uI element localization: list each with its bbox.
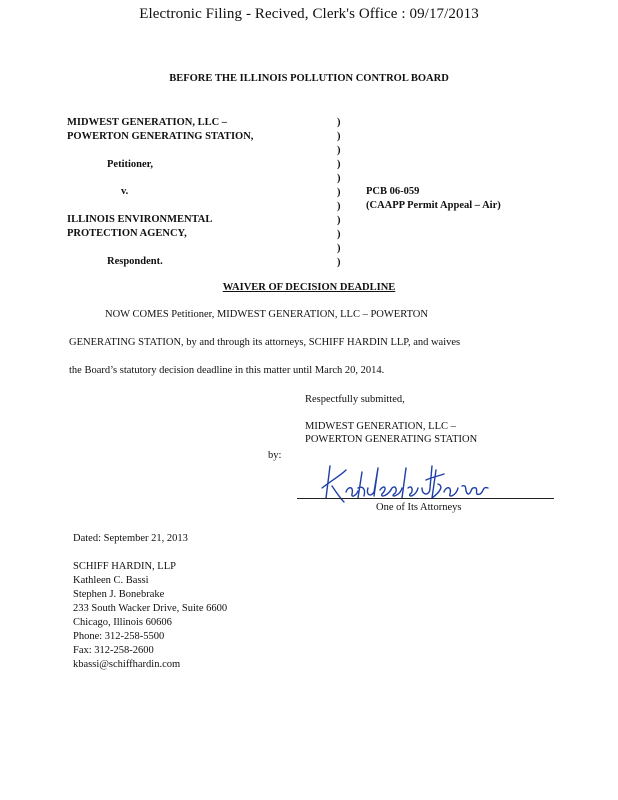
document-title-text: WAIVER OF DECISION DEADLINE [222, 282, 396, 293]
versus-label: v. [121, 186, 129, 197]
fax-number: Fax: 312-258-2600 [73, 645, 154, 656]
signatory-party-line1: MIDWEST GENERATION, LLC – [305, 421, 456, 432]
signature-line [297, 498, 554, 499]
firm-name: SCHIFF HARDIN, LLP [73, 561, 176, 572]
petitioner-name-line2: POWERTON GENERATING STATION, [67, 131, 254, 142]
petitioner-role: Petitioner, [107, 159, 153, 170]
body-line-2: GENERATING STATION, by and through its attorneys, SCHIFF HARDIN LLP, and waives [69, 337, 461, 348]
petitioner-name-line1: MIDWEST GENERATION, LLC – [67, 117, 228, 128]
body-line-1: NOW COMES Petitioner, MIDWEST GENERATION, LLC – POWERTON [105, 309, 428, 320]
by-label: by: [268, 450, 282, 461]
board-title: BEFORE THE ILLINOIS POLLUTION CONTROL BOARD [169, 73, 449, 84]
respondent-role: Respondent. [107, 256, 163, 267]
body-line-3: the Board’s statutory decision deadline in this matter until March 20, 2014. [69, 365, 385, 376]
case-type: (CAAPP Permit Appeal – Air) [366, 200, 501, 211]
case-number: PCB 06-059 [366, 186, 420, 197]
attorney-1: Kathleen C. Bassi [73, 575, 149, 586]
attorney-2: Stephen J. Bonebrake [73, 589, 165, 600]
address-line-2: Chicago, Illinois 60606 [73, 617, 172, 628]
address-line-1: 233 South Wacker Drive, Suite 6600 [73, 603, 228, 614]
caption-parentheses: ) ) ) ) ) ) ) ) ) ) ) [337, 117, 341, 268]
phone-number: Phone: 312-258-5500 [73, 631, 165, 642]
respondent-name-line1: ILLINOIS ENVIRONMENTAL [67, 214, 213, 225]
closing-text: Respectfully submitted, [305, 394, 405, 405]
respondent-name-line2: PROTECTION AGENCY, [67, 228, 187, 239]
electronic-filing-stamp: Electronic Filing - Recived, Clerk's Office : 09/17/2013 [139, 6, 479, 22]
signature-caption: One of Its Attorneys [376, 502, 462, 513]
document-title [0, 282, 618, 293]
email-address: kbassi@schiffhardin.com [73, 659, 181, 670]
signatory-party-line2: POWERTON GENERATING STATION [305, 434, 478, 445]
dated-line: Dated: September 21, 2013 [73, 533, 188, 544]
